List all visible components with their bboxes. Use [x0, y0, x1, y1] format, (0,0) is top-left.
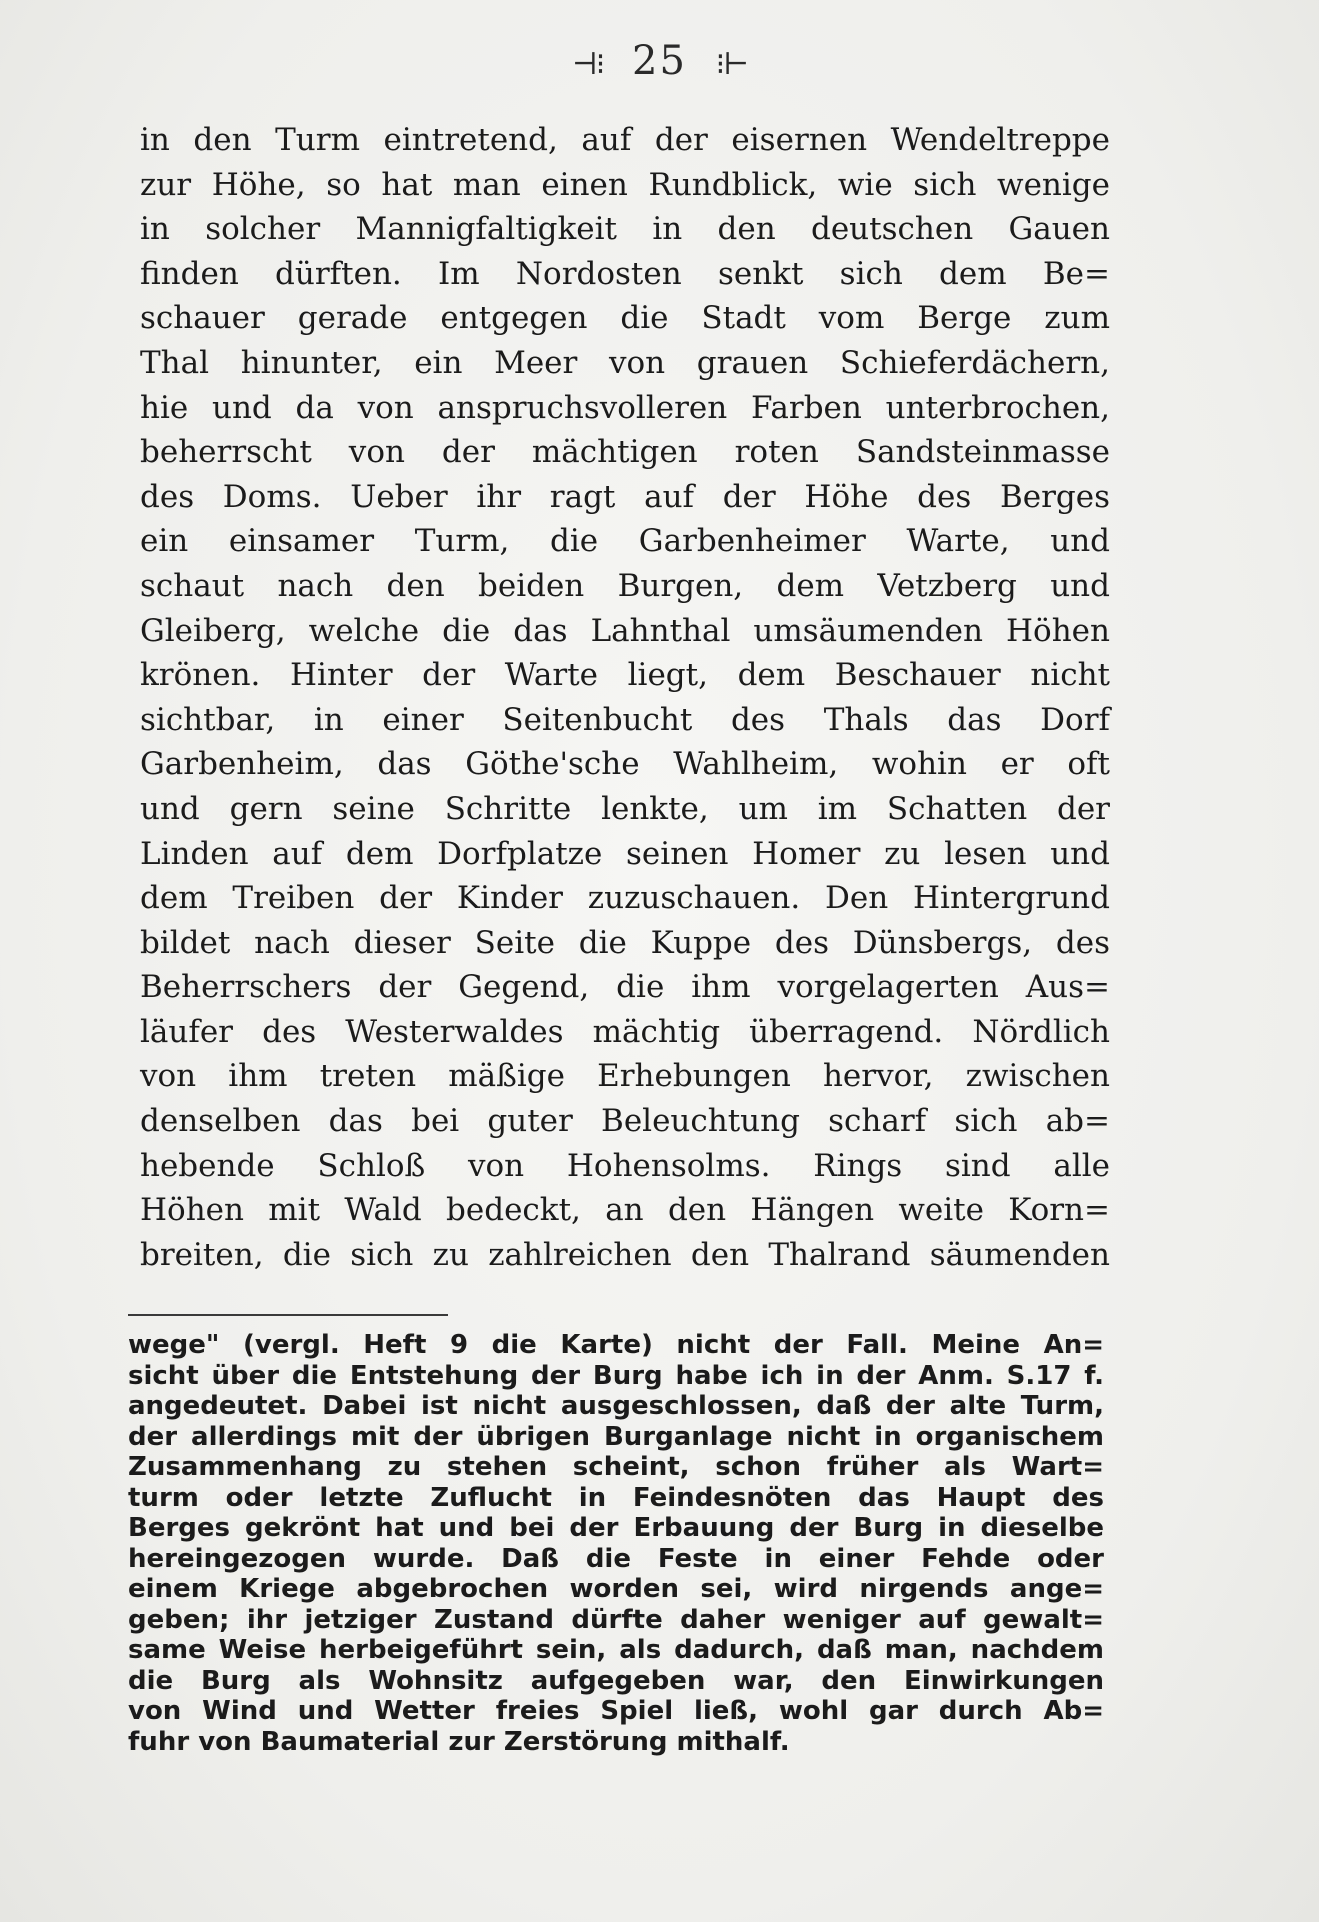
text-line: Thal hinunter, ein Meer von grauen Schieferdächern, — [140, 344, 1110, 381]
page-number: 25 — [632, 38, 687, 84]
text-line: breiten, die sich zu zahlreichen den Thalrand säumenden — [140, 1236, 1110, 1273]
footnote-line: hereingezogen wurde. Daß die Feste in einer Fehde oder — [128, 1543, 1104, 1574]
text-line: läufer des Westerwaldes mächtig überragend. Nördlich — [140, 1013, 1110, 1050]
text-line: bildet nach dieser Seite die Kuppe des Dünsbergs, des — [140, 924, 1110, 961]
main-text — [140, 118, 1110, 1277]
footnote-line: sicht über die Entstehung der Burg habe ich in der Anm. S.17 f. — [128, 1360, 1104, 1391]
footnote-line: fuhr von Baumaterial zur Zerstörung mithalf. — [128, 1726, 790, 1757]
text-line: ein einsamer Turm, die Garbenheimer Warte, und — [140, 523, 1110, 560]
footnote-line: die Burg als Wohnsitz aufgegeben war, den Einwirkungen — [128, 1665, 1104, 1696]
footnote-line: von Wind und Wetter freies Spiel ließ, wohl gar durch Ab= — [128, 1696, 1104, 1726]
footnote-divider — [128, 1314, 448, 1316]
text-line: schauer gerade entgegen die Stadt vom Berge zum — [140, 300, 1110, 337]
footnote-line: Berges gekrönt hat und bei der Erbauung der Burg in dieselbe — [128, 1513, 1104, 1543]
text-line: dem Treiben der Kinder zuzuschauen. Den Hintergrund — [140, 880, 1110, 917]
text-line: krönen. Hinter der Warte liegt, dem Beschauer nicht — [140, 657, 1110, 694]
text-line: finden dürften. Im Nordosten senkt sich dem Be= — [140, 255, 1110, 292]
text-line: von ihm treten mäßige Erhebungen hervor, zwischen — [140, 1058, 1110, 1095]
text-line: Beherrschers der Gegend, die ihm vorgelagerten Aus= — [140, 969, 1110, 1006]
page-number-header — [0, 38, 1319, 84]
text-line: Gleiberg, welche die das Lahnthal umsäumenden Höhen — [140, 612, 1110, 649]
ornament-right-icon: ⁝⊢ — [715, 46, 748, 82]
text-line: hebende Schloß von Hohensolms. Rings sind alle — [140, 1147, 1110, 1184]
text-line: zur Höhe, so hat man einen Rundblick, wie sich wenige — [140, 166, 1110, 203]
footnote-line: einem Kriege abgebrochen worden sei, wird nirgends ange= — [128, 1574, 1104, 1604]
text-line: sichtbar, in einer Seitenbucht des Thals das Dorf — [140, 701, 1110, 738]
footnote-line: angedeutet. Dabei ist nicht ausgeschlossen, daß der alte Turm, — [128, 1391, 1104, 1421]
text-line: beherrscht von der mächtigen roten Sandsteinmasse — [140, 434, 1110, 471]
text-line: Linden auf dem Dorfplatze seinen Homer zu lesen und — [140, 835, 1110, 872]
text-line: des Doms. Ueber ihr ragt auf der Höhe des Berges — [140, 478, 1110, 515]
footnote-text — [128, 1330, 1104, 1757]
text-line: und gern seine Schritte lenkte, um im Schatten der — [140, 790, 1110, 827]
footnote-line: same Weise herbeigeführt sein, als dadurch, daß man, nachdem — [128, 1635, 1104, 1665]
text-line: in den Turm eintretend, auf der eisernen Wendeltreppe — [140, 122, 1110, 158]
text-line: Höhen mit Wald bedeckt, an den Hängen weite Korn= — [140, 1192, 1110, 1229]
ornament-left-icon: ⊣⁝ — [571, 46, 604, 82]
footnote-line: turm oder letzte Zuflucht in Feindesnöten das Haupt des — [128, 1482, 1104, 1513]
footnote-line: der allerdings mit der übrigen Burganlage nicht in organischem — [128, 1421, 1104, 1452]
footnote-line: geben; ihr jetziger Zustand dürfte daher weniger auf gewalt= — [128, 1604, 1104, 1635]
footnote-line: wege" (vergl. Heft 9 die Karte) nicht der Fall. Meine An= — [128, 1330, 1104, 1360]
text-line: schaut nach den beiden Burgen, dem Vetzberg und — [140, 567, 1110, 604]
text-line: denselben das bei guter Beleuchtung scharf sich ab= — [140, 1103, 1110, 1140]
footnote-line: Zusammenhang zu stehen scheint, schon früher als Wart= — [128, 1452, 1104, 1482]
text-line: Garbenheim, das Göthe'sche Wahlheim, wohin er oft — [140, 746, 1110, 783]
text-line: in solcher Mannigfaltigkeit in den deutschen Gauen — [140, 211, 1110, 248]
text-line: hie und da von anspruchsvolleren Farben unterbrochen, — [140, 389, 1110, 426]
